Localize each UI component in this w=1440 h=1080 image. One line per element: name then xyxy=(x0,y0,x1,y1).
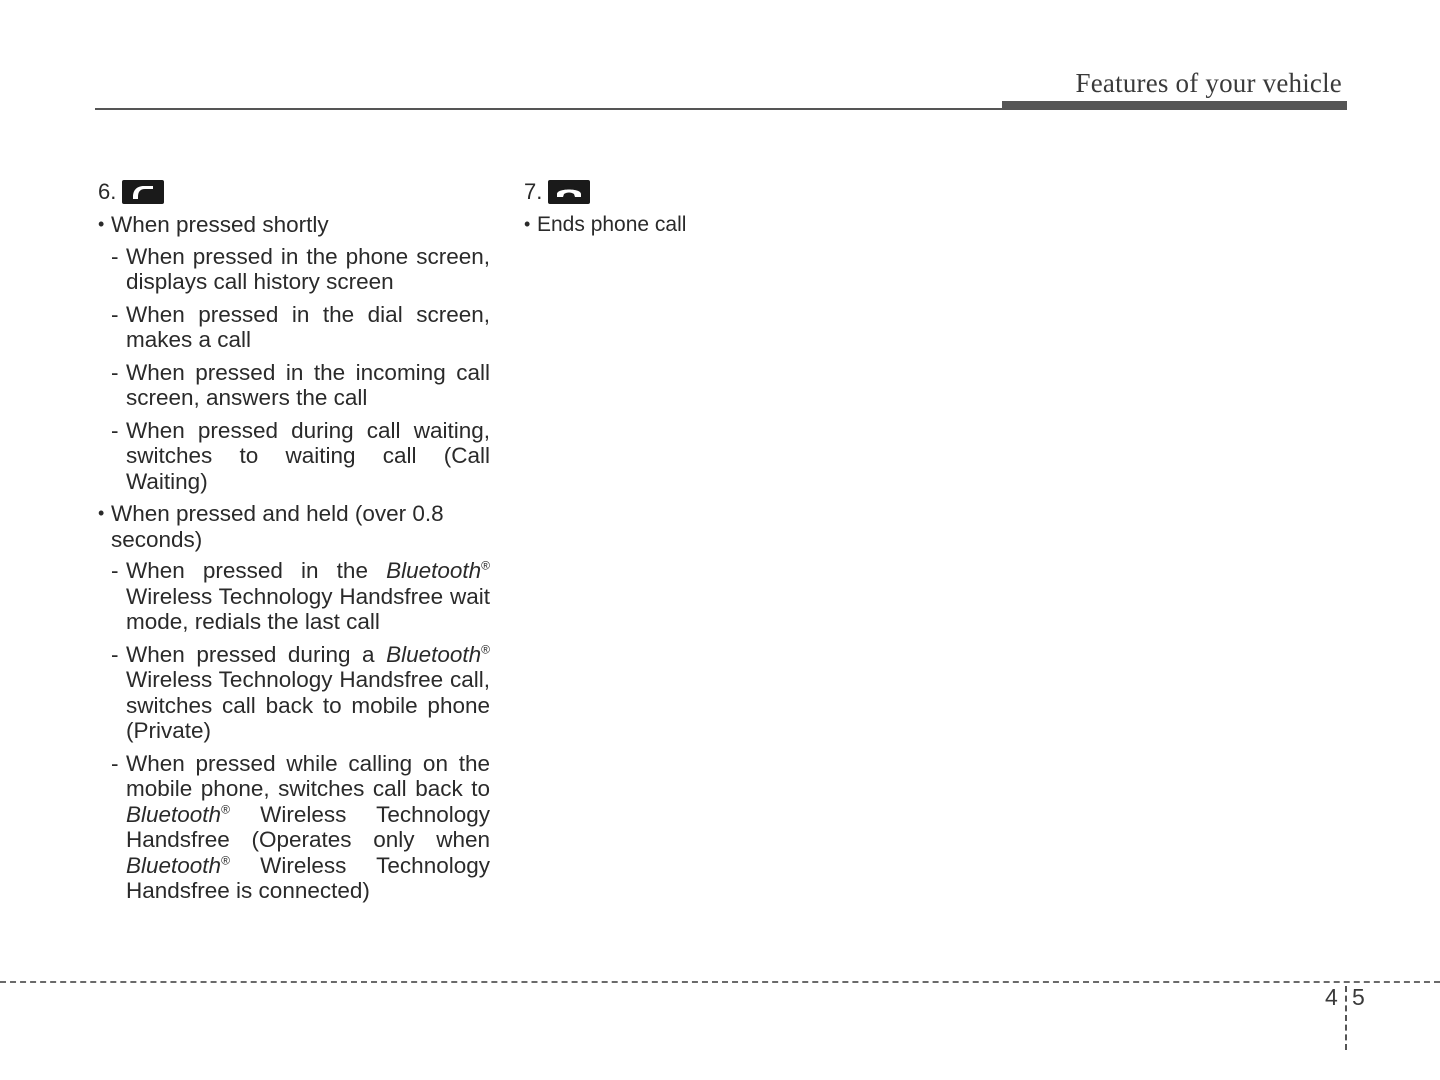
item-6-heading xyxy=(98,176,490,208)
text: When pressed while calling on the mobile phone, switches call back to xyxy=(126,750,490,801)
dash-dial-screen: - When pressed in the dial screen, makes a call xyxy=(98,302,490,353)
item-7-heading xyxy=(524,176,916,208)
bullet-pressed-shortly: • When pressed shortly xyxy=(98,212,490,238)
registered-mark: ® xyxy=(221,802,230,816)
header-rule xyxy=(95,108,1347,110)
phone-end-icon xyxy=(548,180,590,204)
page-chapter-number: 4 xyxy=(1325,984,1338,1010)
bluetooth-term: Bluetooth xyxy=(386,641,482,667)
item-6-number: 6. xyxy=(98,179,117,205)
registered-mark: ® xyxy=(221,853,230,867)
right-column xyxy=(524,176,916,244)
dash-incoming-call: - When pressed in the incoming call screen, answers the call xyxy=(98,360,490,411)
registered-mark: ® xyxy=(481,558,490,573)
phone-call-icon xyxy=(122,180,164,204)
bullet-pressed-held: • When pressed and held (over 0.8 seconds) xyxy=(98,501,490,552)
text: Wireless Technology Handsfree wait mode, redials the last call xyxy=(126,583,490,634)
dash-handsfree-call xyxy=(98,642,490,744)
page-number-separator xyxy=(1345,986,1347,1050)
dash-phone-screen: - When pressed in the phone screen, displays call history screen xyxy=(98,244,490,295)
footer-dashed-rule xyxy=(0,981,1440,983)
text: Wireless Technology Handsfree is connected) xyxy=(126,852,490,903)
text: When pressed in the xyxy=(126,558,387,583)
bluetooth-term: Bluetooth xyxy=(126,852,222,878)
dash-mobile-phone xyxy=(98,751,490,904)
text: When pressed during a xyxy=(126,641,387,667)
bluetooth-term: Bluetooth xyxy=(126,801,222,827)
dash-wait-mode xyxy=(98,558,490,635)
bullet-ends-call: • Ends phone call xyxy=(524,212,916,238)
dash-call-waiting: - When pressed during call waiting, switches to waiting call (Call Waiting) xyxy=(98,418,490,495)
page-number: 5 xyxy=(1352,984,1365,1010)
page-header-title: Features of your vehicle xyxy=(1075,68,1342,98)
text: Wireless Technology Handsfree (Operates only when xyxy=(126,801,490,852)
item-7-number: 7. xyxy=(524,179,543,205)
left-column xyxy=(98,176,490,911)
registered-mark: ® xyxy=(481,642,490,656)
text: Wireless Technology Handsfree call, switches call back to mobile phone (Private) xyxy=(126,667,490,743)
bluetooth-term: Bluetooth xyxy=(386,558,482,583)
